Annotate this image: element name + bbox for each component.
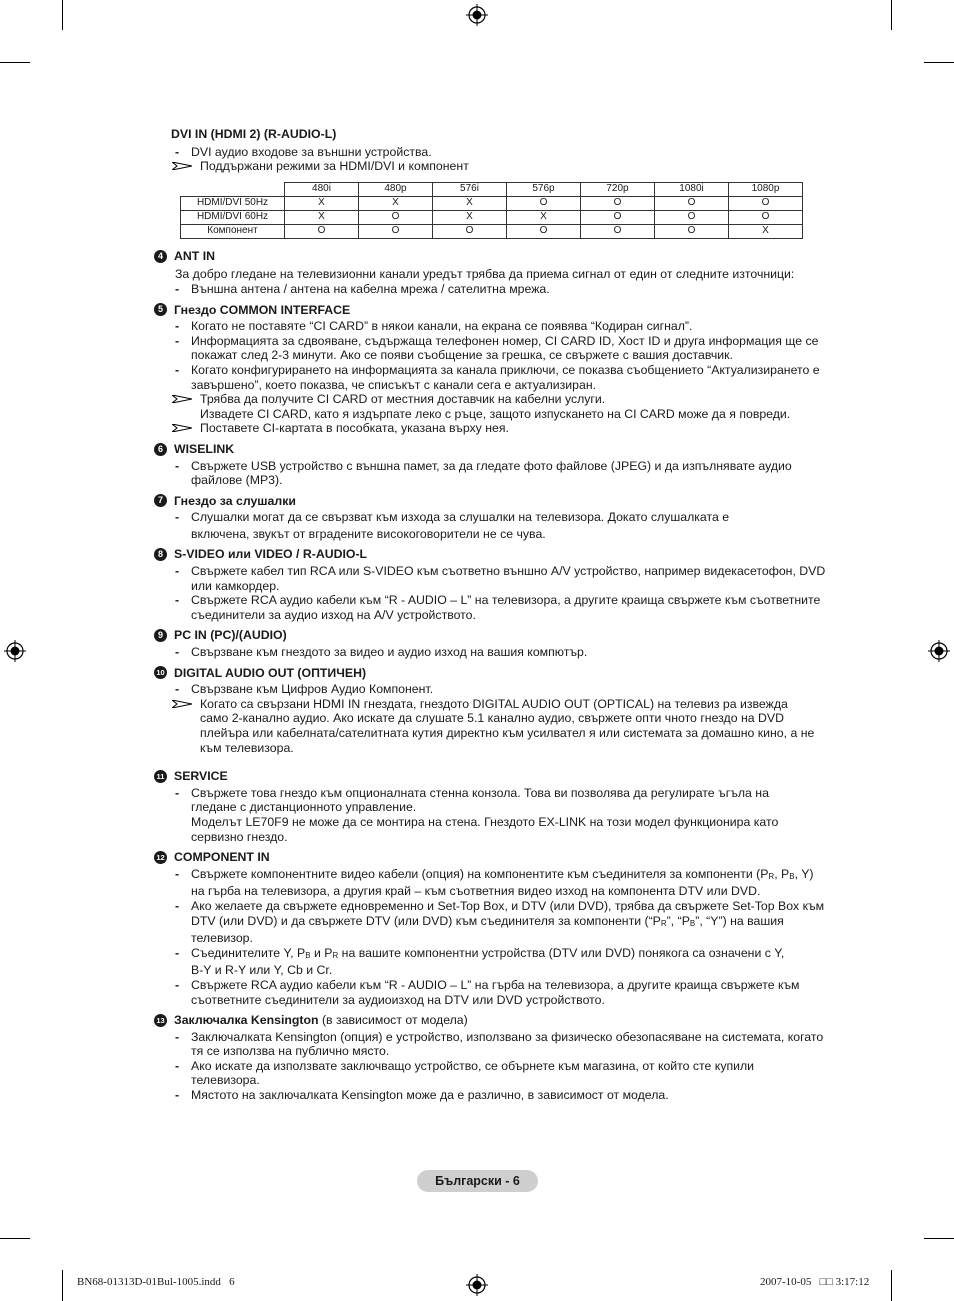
dash-marker: - (175, 319, 180, 334)
file-imprint: BN68-01313D-01Bul-1005.indd 6 (77, 1276, 235, 1288)
table-cell: O (655, 196, 729, 210)
section-wiselink (154, 442, 826, 488)
subscript: B (305, 950, 311, 960)
dash-marker: - (175, 645, 180, 660)
section-number: 8 (154, 548, 167, 561)
registration-mark-icon (466, 1274, 488, 1296)
dash-marker: - (175, 866, 180, 881)
note-text: Поддържани режими за HDMI/DVI и компонент (200, 159, 469, 174)
table-cell: X (433, 196, 507, 210)
table-cell: O (581, 224, 655, 238)
subscript: R (332, 950, 339, 960)
list-item (154, 564, 826, 593)
table-cell: O (433, 224, 507, 238)
section-heading (154, 547, 826, 562)
dash-marker: - (175, 1029, 180, 1044)
item-text: Свържете RCA аудио кабели към “R - AUDIO – L” на телевизора, а другите краища свържете към съответните съединители за аудио изход на A/V устройството. (191, 593, 821, 622)
section-number: 12 (154, 851, 167, 864)
crop-mark (924, 1238, 954, 1239)
modes-table (180, 182, 803, 239)
section-title: WISELINK (174, 441, 235, 456)
paragraph: Моделът LE70F9 не може да се монтира на стена. Гнездото EX-LINK на този модел функционира като сервизно гнездо. (191, 814, 779, 844)
item-text: на вашите компонентни устройства (DTV или DVD) понякога са означени с Y, B-Y и R-Y или Y, Cb и Cr. (191, 945, 785, 978)
table-header-cell: 480p (359, 182, 433, 196)
item-text: DVI аудио входове за външни устройства. (191, 144, 432, 159)
list-item (154, 682, 826, 697)
section-pc-in (154, 628, 826, 659)
registration-mark-icon (928, 640, 950, 662)
crop-mark (891, 1270, 892, 1301)
item-text: ”, “Y”) на вашия телевизор. (191, 913, 784, 946)
section-kensington (154, 1013, 826, 1103)
item-text: Свържете кабел тип RCA или S-VIDEO към съответно външно A/V устройство, например видекасетофон, DVD или камкордер. (191, 564, 826, 593)
table-row-label: HDMI/DVI 60Hz (181, 210, 285, 224)
table-header-cell: 720p (581, 182, 655, 196)
table-header-cell: 576i (433, 182, 507, 196)
section-number: 11 (154, 770, 167, 783)
crop-mark (0, 1238, 30, 1239)
section-title: Гнездо COMMON INTERFACE (174, 302, 351, 317)
registration-mark-icon (466, 4, 488, 26)
table-row (181, 196, 803, 210)
section-title: S-VIDEO или VIDEO / R-AUDIO-L (174, 547, 368, 562)
crop-mark (0, 62, 30, 63)
dash-marker: - (175, 1088, 180, 1103)
list-item (154, 459, 826, 488)
item-text: Свържете USB устройство с външна памет, за да гледате фото файлове (JPEG) и да изпълнявате аудио файлове (MP3). (191, 458, 792, 488)
list-item (154, 363, 826, 392)
dash-marker: - (175, 898, 180, 913)
table-header-cell: 480i (285, 182, 359, 196)
section-title: DVI IN (HDMI 2) (R-AUDIO-L) (171, 127, 337, 141)
section-number: 6 (154, 443, 167, 456)
item-text: Заключалката Kensington (опция) е устройство, използвано за физическо обезопасяване на системата, когато тя се използва на публично място. (191, 1029, 824, 1059)
list-item (154, 867, 826, 899)
item-text: Мястото на заключалката Kensington може да е различно, в зависимост от модела. (191, 1088, 669, 1103)
section-common-interface (154, 303, 826, 436)
item-text: Ако искате да използвате заключващо устройство, се обърнете към магазина, от който сте купили телевизора. (191, 1058, 755, 1088)
table-cell: O (507, 196, 581, 210)
arrow-icon (172, 395, 192, 403)
dash-marker: - (175, 362, 180, 377)
section-heading (154, 1013, 826, 1028)
list-item (154, 786, 826, 815)
section-digital-audio-out (154, 666, 826, 756)
section-heading (154, 666, 826, 681)
dash-marker: - (175, 333, 180, 348)
section-ant-in (154, 249, 826, 297)
section-title: PC IN (PC)/(AUDIO) (174, 628, 287, 643)
dash-marker: - (175, 977, 180, 992)
table-cell: X (433, 210, 507, 224)
dash-marker: - (175, 945, 180, 960)
note-text: Извадете CI CARD, като я издърпате леко с ръце, защото изпускането на CI CARD може да я повреди. (200, 406, 791, 421)
section-heading (154, 303, 826, 318)
dash-marker: - (175, 1058, 180, 1073)
section-heading (154, 494, 826, 509)
section-title: ANT IN (174, 248, 215, 263)
item-text: Външна антена / антена на кабелна мрежа / сателитна мрежа. (191, 281, 550, 296)
note-item (154, 697, 826, 755)
item-text: Съединителите Y, P (191, 945, 306, 960)
list-item (154, 645, 826, 660)
item-text: Свържете това гнездо към опционалната стенна конзола. Това ви позволява да регулирате ъгъла на гледане с дистанционното управление. (191, 785, 769, 815)
table-cell: X (285, 210, 359, 224)
note-item (154, 159, 826, 174)
item-text: Информацията за сдвояване, съдържаща телефонен номер, CI CARD ID, Хост ID и друга информация ще се покажат след 2-3 минути. Ако се появи съобщение за грешка, се свържете с вашия доставчик. (191, 333, 819, 363)
table-header-cell: 1080p (729, 182, 803, 196)
table-cell: O (581, 196, 655, 210)
list-item (154, 1030, 826, 1059)
section-number: 4 (154, 250, 167, 263)
section-heading (154, 850, 826, 865)
subscript: B (789, 871, 795, 881)
table-cell: X (359, 196, 433, 210)
section-title: DIGITAL AUDIO OUT (ОПТИЧЕН) (174, 665, 367, 680)
crop-mark (891, 0, 892, 30)
table-cell: O (507, 224, 581, 238)
list-item (154, 978, 826, 1007)
section-headphones (154, 494, 826, 542)
list-item (154, 593, 826, 622)
section-title-suffix: (в зависимост от модела) (318, 1013, 468, 1028)
note-text: Когато са свързани HDMI IN гнездата, гнездото DIGITAL AUDIO OUT (OPTICAL) на телевиз ра извежда само 2-канално аудио. Ако искате да слушате 5.1 канално аудио, свържете опти чното гнездо на DVD плейъра или кабелната/сателитната кутия директно към усилвател я или системата за домашно кино, а не към телевизора. (200, 696, 815, 755)
arrow-icon (172, 700, 192, 708)
date-imprint: 2007-10-05 □□ 3:17:12 (760, 1276, 870, 1288)
section-number: 10 (154, 666, 167, 679)
table-cell: X (507, 210, 581, 224)
section-title: COMPONENT IN (174, 850, 270, 865)
arrow-icon (172, 162, 192, 170)
table-cell: O (581, 210, 655, 224)
list-item (154, 1059, 826, 1088)
dash-marker: - (175, 593, 180, 608)
table-cell: X (729, 224, 803, 238)
item-text: включена, звукът от вградените високоговорители не се чува. (191, 526, 546, 541)
item-text: Ако желаете да свържете едновременно и Set-Top Box, и DTV (или DVD), трябва да свържете Set-Top Box към DTV (или DVD) и да свържете DTV (или DVD) към съединителя за компоненти (“P (191, 898, 825, 928)
list-item (154, 1088, 826, 1103)
crop-mark (924, 62, 954, 63)
table-header-row (181, 182, 803, 196)
table-cell: O (655, 210, 729, 224)
table-row (181, 224, 803, 238)
item-text: Свържете компонентните видео кабели (опция) на компонентите към съединителя за компоненти (P (191, 866, 769, 881)
crop-mark (62, 0, 63, 30)
item-text: Слушалки могат да се свързват към изхода за слушалки на телевизора. Докато слушалката е (191, 510, 730, 525)
list-item (154, 334, 826, 363)
paragraph: За добро гледане на телевизионни канали уредът трябва да приема сигнал от един от следните източници: (175, 267, 795, 282)
subscript: R (768, 871, 775, 881)
table-header-cell: 1080i (655, 182, 729, 196)
table-header-cell: 576p (507, 182, 581, 196)
table-corner (181, 182, 285, 196)
dash-marker: - (175, 785, 180, 800)
section-component-in (154, 850, 826, 1007)
section-title: SERVICE (174, 769, 228, 784)
table-row-label: HDMI/DVI 50Hz (181, 196, 285, 210)
subscript: R (660, 918, 667, 928)
dash-marker: - (175, 281, 180, 296)
table-cell: X (285, 196, 359, 210)
item-text: , P (774, 866, 790, 881)
page-number-badge: Български - 6 (417, 1170, 538, 1192)
note-text: Трябва да получите CI CARD от местния доставчик на кабелни услуги. (200, 392, 606, 407)
table-row-label: Компонент (181, 224, 285, 238)
section-number: 5 (154, 303, 167, 316)
section-service (154, 769, 826, 844)
dash-marker: - (175, 458, 180, 473)
list-item (154, 282, 826, 297)
item-text: Когато конфигурирането на информацията за канала приключи, се показва съобщението “Актуализирането е завършено”, което показва, че списъкът с канали сега е актуализиран. (191, 362, 820, 392)
list-item (154, 510, 826, 541)
section-dvi-in (154, 127, 826, 239)
item-text: Когато не поставяте “CI CARD” в някои канали, на екрана се появява “Кодиран сигнал”. (191, 319, 693, 334)
section-heading (154, 769, 826, 784)
list-item (154, 145, 826, 160)
list-item (154, 946, 826, 978)
note-item (154, 421, 826, 436)
dash-marker: - (175, 510, 180, 525)
table-cell: O (729, 196, 803, 210)
table-cell: O (655, 224, 729, 238)
table-row (181, 210, 803, 224)
table-cell: O (359, 210, 433, 224)
section-number: 13 (154, 1014, 167, 1027)
dash-marker: - (175, 564, 180, 579)
table-cell: O (285, 224, 359, 238)
section-title: Гнездо за слушалки (174, 493, 296, 508)
crop-mark (62, 1270, 63, 1301)
table-cell: O (729, 210, 803, 224)
section-heading (154, 628, 826, 643)
section-s-video (154, 547, 826, 622)
page-content (154, 127, 826, 1103)
item-text: , Y) на гърба на телевизора, а другия край – към съответния видео изход на компонента DTV или DVD. (191, 866, 814, 899)
section-number: 9 (154, 629, 167, 642)
registration-mark-icon (4, 640, 26, 662)
note-item (154, 392, 826, 421)
item-text: Свържете RCA аудио кабели към “R - AUDIO – L” на гърба на телевизора, а другите краища свържете към съответните съединители за аудиоизход на DTV или DVD устройството. (191, 977, 800, 1007)
note-text: Поставете CI-картата в пособката, указана върху нея. (200, 421, 509, 436)
subscript: B (689, 918, 696, 928)
section-heading (154, 249, 826, 264)
item-text: Свързване към гнездото за видео и аудио изход на вашия компютър. (191, 645, 588, 660)
section-number: 7 (154, 494, 167, 507)
list-item (154, 899, 826, 946)
arrow-icon (172, 424, 192, 432)
dash-marker: - (175, 682, 180, 697)
section-title: Заключалка Kensington (174, 1013, 319, 1028)
list-item (154, 319, 826, 334)
item-text: и P (310, 945, 333, 960)
dash-marker: - (175, 144, 180, 159)
table-cell: O (359, 224, 433, 238)
item-text: ”, “P (666, 913, 690, 928)
item-text: Свързване към Цифров Аудио Компонент. (191, 682, 434, 697)
section-heading (154, 442, 826, 457)
